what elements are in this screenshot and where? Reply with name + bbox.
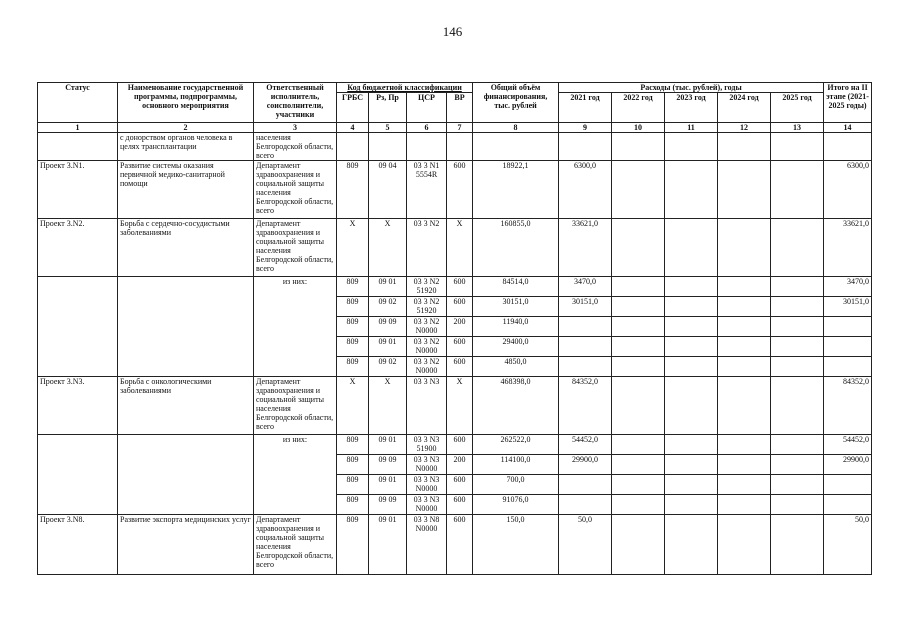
col-number: 3 bbox=[254, 123, 337, 133]
table-row bbox=[38, 357, 872, 377]
row-csr: 03 3 N2 N0000 bbox=[407, 317, 447, 337]
row-2021: 33621,0 bbox=[559, 219, 612, 277]
row-grbs: 809 bbox=[337, 475, 369, 495]
row-2021: 6300,0 bbox=[559, 161, 612, 219]
row-vr bbox=[447, 133, 473, 161]
row-name bbox=[118, 475, 254, 495]
row-2023 bbox=[665, 297, 718, 317]
row-vr: 200 bbox=[447, 455, 473, 475]
row-responsible bbox=[254, 455, 337, 475]
row-responsible bbox=[254, 337, 337, 357]
row-stage-total bbox=[824, 337, 872, 357]
header-status: Статус bbox=[38, 83, 118, 123]
row-responsible bbox=[254, 495, 337, 515]
table-row bbox=[38, 435, 872, 455]
row-2021 bbox=[559, 357, 612, 377]
row-2021 bbox=[559, 133, 612, 161]
row-total: 468398,0 bbox=[473, 377, 559, 435]
row-2021: 84352,0 bbox=[559, 377, 612, 435]
row-grbs bbox=[337, 133, 369, 161]
row-total: 84514,0 bbox=[473, 277, 559, 297]
header-grbs: ГРБС bbox=[337, 93, 369, 123]
row-stage-total: 54452,0 bbox=[824, 435, 872, 455]
row-rzpr: 09 02 bbox=[369, 357, 407, 377]
row-csr: 03 3 N2 bbox=[407, 219, 447, 277]
row-responsible: Департамент здравоохранения и социальной защиты населения Белгородской области, всего bbox=[254, 219, 337, 277]
row-name bbox=[118, 455, 254, 475]
row-2025 bbox=[771, 495, 824, 515]
col-number: 14 bbox=[824, 123, 872, 133]
row-2022 bbox=[612, 495, 665, 515]
row-vr: 200 bbox=[447, 317, 473, 337]
row-responsible: Департамент здравоохранения и социальной защиты населения Белгородской области, всего bbox=[254, 515, 337, 575]
row-vr: X bbox=[447, 219, 473, 277]
row-csr: 03 3 N3 N0000 bbox=[407, 495, 447, 515]
row-2023 bbox=[665, 377, 718, 435]
table-row bbox=[38, 133, 872, 161]
row-name bbox=[118, 357, 254, 377]
row-2023 bbox=[665, 475, 718, 495]
row-total: 114100,0 bbox=[473, 455, 559, 475]
row-2021 bbox=[559, 475, 612, 495]
row-stage-total: 84352,0 bbox=[824, 377, 872, 435]
row-vr: 600 bbox=[447, 435, 473, 455]
header-stage-total: Итого на II этапе (2021-2025 годы) bbox=[824, 83, 872, 123]
row-csr: 03 3 N2 N0000 bbox=[407, 357, 447, 377]
row-total: 262522,0 bbox=[473, 435, 559, 455]
col-number: 11 bbox=[665, 123, 718, 133]
row-grbs: 809 bbox=[337, 515, 369, 575]
row-2025 bbox=[771, 133, 824, 161]
col-number: 5 bbox=[369, 123, 407, 133]
row-status bbox=[38, 317, 118, 337]
row-2021: 29900,0 bbox=[559, 455, 612, 475]
row-status bbox=[38, 133, 118, 161]
row-2021 bbox=[559, 495, 612, 515]
row-2025 bbox=[771, 337, 824, 357]
row-2024 bbox=[718, 317, 771, 337]
row-grbs: 809 bbox=[337, 297, 369, 317]
row-2021: 3470,0 bbox=[559, 277, 612, 297]
row-2022 bbox=[612, 277, 665, 297]
row-total bbox=[473, 133, 559, 161]
row-2023 bbox=[665, 357, 718, 377]
row-stage-total bbox=[824, 317, 872, 337]
row-name bbox=[118, 317, 254, 337]
row-vr: 600 bbox=[447, 515, 473, 575]
row-responsible bbox=[254, 297, 337, 317]
row-rzpr: 09 09 bbox=[369, 495, 407, 515]
row-csr bbox=[407, 133, 447, 161]
row-stage-total bbox=[824, 357, 872, 377]
table-row bbox=[38, 219, 872, 277]
row-2023 bbox=[665, 161, 718, 219]
row-2021 bbox=[559, 317, 612, 337]
row-2023 bbox=[665, 277, 718, 297]
row-status bbox=[38, 297, 118, 317]
row-2025 bbox=[771, 297, 824, 317]
table-row bbox=[38, 455, 872, 475]
row-2022 bbox=[612, 455, 665, 475]
row-2022 bbox=[612, 435, 665, 455]
header-responsible: Ответственный исполнитель, соисполнители, участники bbox=[254, 83, 337, 123]
row-2023 bbox=[665, 337, 718, 357]
row-status: Проект 3.N2. bbox=[38, 219, 118, 277]
row-vr: 600 bbox=[447, 337, 473, 357]
row-status: Проект 3.N3. bbox=[38, 377, 118, 435]
row-responsible: Департамент здравоохранения и социальной защиты населения Белгородской области, всего bbox=[254, 161, 337, 219]
row-total: 4850,0 bbox=[473, 357, 559, 377]
row-name: с донорством органов человека в целях трансплантации bbox=[118, 133, 254, 161]
row-stage-total: 6300,0 bbox=[824, 161, 872, 219]
header-2025: 2025 год bbox=[771, 93, 824, 123]
row-2025 bbox=[771, 317, 824, 337]
row-2022 bbox=[612, 161, 665, 219]
table-row bbox=[38, 297, 872, 317]
row-status bbox=[38, 357, 118, 377]
row-grbs: 809 bbox=[337, 337, 369, 357]
row-total: 11940,0 bbox=[473, 317, 559, 337]
row-2022 bbox=[612, 297, 665, 317]
row-stage-total: 30151,0 bbox=[824, 297, 872, 317]
row-grbs: X bbox=[337, 219, 369, 277]
row-2025 bbox=[771, 277, 824, 297]
row-2021 bbox=[559, 337, 612, 357]
row-total: 18922,1 bbox=[473, 161, 559, 219]
row-total: 160855,0 bbox=[473, 219, 559, 277]
row-responsible: из них: bbox=[254, 277, 337, 297]
row-grbs: 809 bbox=[337, 277, 369, 297]
row-2022 bbox=[612, 337, 665, 357]
row-csr: 03 3 N8 N0000 bbox=[407, 515, 447, 575]
row-status bbox=[38, 435, 118, 455]
row-status bbox=[38, 495, 118, 515]
row-csr: 03 3 N2 N0000 bbox=[407, 337, 447, 357]
row-csr: 03 3 N2 51920 bbox=[407, 277, 447, 297]
row-vr: 600 bbox=[447, 277, 473, 297]
row-grbs: 809 bbox=[337, 357, 369, 377]
row-2022 bbox=[612, 219, 665, 277]
row-2022 bbox=[612, 317, 665, 337]
row-name bbox=[118, 435, 254, 455]
table-row bbox=[38, 277, 872, 297]
row-responsible: Департамент здравоохранения и социальной защиты населения Белгородской области, всего bbox=[254, 377, 337, 435]
row-total: 150,0 bbox=[473, 515, 559, 575]
row-2024 bbox=[718, 475, 771, 495]
row-name: Развитие экспорта медицинских услуг bbox=[118, 515, 254, 575]
row-2024 bbox=[718, 357, 771, 377]
row-total: 29400,0 bbox=[473, 337, 559, 357]
row-name bbox=[118, 297, 254, 317]
row-2021: 30151,0 bbox=[559, 297, 612, 317]
row-responsible bbox=[254, 357, 337, 377]
row-2025 bbox=[771, 455, 824, 475]
table-row bbox=[38, 337, 872, 357]
table-row bbox=[38, 377, 872, 435]
row-rzpr: 09 01 bbox=[369, 515, 407, 575]
row-rzpr: 09 01 bbox=[369, 277, 407, 297]
row-2023 bbox=[665, 133, 718, 161]
row-2025 bbox=[771, 161, 824, 219]
row-csr: 03 3 N3 N0000 bbox=[407, 475, 447, 495]
row-rzpr: 09 09 bbox=[369, 317, 407, 337]
row-rzpr bbox=[369, 133, 407, 161]
row-stage-total: 29900,0 bbox=[824, 455, 872, 475]
row-2024 bbox=[718, 219, 771, 277]
row-csr: 03 3 N1 5554R bbox=[407, 161, 447, 219]
row-grbs: 809 bbox=[337, 495, 369, 515]
col-number: 7 bbox=[447, 123, 473, 133]
row-2023 bbox=[665, 317, 718, 337]
table-row bbox=[38, 161, 872, 219]
header-2024: 2024 год bbox=[718, 93, 771, 123]
header-rzpr: Рз, Пр bbox=[369, 93, 407, 123]
col-number: 8 bbox=[473, 123, 559, 133]
row-rzpr: 09 02 bbox=[369, 297, 407, 317]
col-number: 12 bbox=[718, 123, 771, 133]
row-rzpr: 09 01 bbox=[369, 435, 407, 455]
row-vr: X bbox=[447, 377, 473, 435]
row-status: Проект 3.N1. bbox=[38, 161, 118, 219]
row-grbs: 809 bbox=[337, 455, 369, 475]
row-grbs: X bbox=[337, 377, 369, 435]
row-total: 91076,0 bbox=[473, 495, 559, 515]
header-2023: 2023 год bbox=[665, 93, 718, 123]
col-number: 1 bbox=[38, 123, 118, 133]
row-2024 bbox=[718, 161, 771, 219]
row-name bbox=[118, 277, 254, 297]
row-2022 bbox=[612, 133, 665, 161]
row-stage-total bbox=[824, 133, 872, 161]
row-name: Борьба с онкологическими заболеваниями bbox=[118, 377, 254, 435]
row-stage-total bbox=[824, 475, 872, 495]
row-vr: 600 bbox=[447, 357, 473, 377]
row-2022 bbox=[612, 515, 665, 575]
row-rzpr: 09 04 bbox=[369, 161, 407, 219]
col-number: 10 bbox=[612, 123, 665, 133]
row-grbs: 809 bbox=[337, 435, 369, 455]
header-vr: ВР bbox=[447, 93, 473, 123]
row-2024 bbox=[718, 515, 771, 575]
table-body bbox=[38, 133, 872, 575]
row-rzpr: X bbox=[369, 219, 407, 277]
row-stage-total: 33621,0 bbox=[824, 219, 872, 277]
row-total: 30151,0 bbox=[473, 297, 559, 317]
row-vr: 600 bbox=[447, 495, 473, 515]
row-2024 bbox=[718, 133, 771, 161]
row-2024 bbox=[718, 277, 771, 297]
row-2023 bbox=[665, 515, 718, 575]
row-2023 bbox=[665, 455, 718, 475]
row-2022 bbox=[612, 357, 665, 377]
table-row bbox=[38, 475, 872, 495]
row-status bbox=[38, 475, 118, 495]
row-responsible: населения Белгородской области, всего bbox=[254, 133, 337, 161]
row-name bbox=[118, 495, 254, 515]
header-total-funding: Общий объём финансирования, тыс. рублей bbox=[473, 83, 559, 123]
col-number: 4 bbox=[337, 123, 369, 133]
row-2023 bbox=[665, 495, 718, 515]
row-csr: 03 3 N2 51920 bbox=[407, 297, 447, 317]
row-2024 bbox=[718, 337, 771, 357]
header-csr: ЦСР bbox=[407, 93, 447, 123]
row-grbs: 809 bbox=[337, 161, 369, 219]
row-2024 bbox=[718, 435, 771, 455]
table-row bbox=[38, 495, 872, 515]
col-number: 13 bbox=[771, 123, 824, 133]
row-2021: 50,0 bbox=[559, 515, 612, 575]
row-2023 bbox=[665, 435, 718, 455]
row-csr: 03 3 N3 bbox=[407, 377, 447, 435]
row-2025 bbox=[771, 219, 824, 277]
row-2025 bbox=[771, 357, 824, 377]
row-2023 bbox=[665, 219, 718, 277]
col-number: 9 bbox=[559, 123, 612, 133]
row-2024 bbox=[718, 377, 771, 435]
header-expenses: Расходы (тыс. рублей), годы bbox=[559, 83, 824, 93]
row-status bbox=[38, 455, 118, 475]
header-2022: 2022 год bbox=[612, 93, 665, 123]
row-status bbox=[38, 337, 118, 357]
row-responsible bbox=[254, 317, 337, 337]
page-number: 146 bbox=[442, 24, 463, 39]
row-total: 700,0 bbox=[473, 475, 559, 495]
row-responsible: из них: bbox=[254, 435, 337, 455]
header-budget-code: Код бюджетной классификации bbox=[337, 83, 473, 93]
row-2024 bbox=[718, 495, 771, 515]
row-rzpr: 09 01 bbox=[369, 475, 407, 495]
row-2021: 54452,0 bbox=[559, 435, 612, 455]
row-2025 bbox=[771, 515, 824, 575]
row-2022 bbox=[612, 475, 665, 495]
row-2025 bbox=[771, 475, 824, 495]
row-csr: 03 3 N3 51900 bbox=[407, 435, 447, 455]
col-number: 2 bbox=[118, 123, 254, 133]
row-csr: 03 3 N3 N0000 bbox=[407, 455, 447, 475]
row-stage-total: 50,0 bbox=[824, 515, 872, 575]
row-2022 bbox=[612, 377, 665, 435]
row-vr: 600 bbox=[447, 297, 473, 317]
table-row bbox=[38, 317, 872, 337]
row-stage-total: 3470,0 bbox=[824, 277, 872, 297]
row-rzpr: 09 09 bbox=[369, 455, 407, 475]
row-name: Борьба с сердечно-сосудистыми заболеваниями bbox=[118, 219, 254, 277]
row-2025 bbox=[771, 435, 824, 455]
header-2021: 2021 год bbox=[559, 93, 612, 123]
row-name: Развитие системы оказания первичной медико-санитарной помощи bbox=[118, 161, 254, 219]
col-number: 6 bbox=[407, 123, 447, 133]
row-responsible bbox=[254, 475, 337, 495]
table-row bbox=[38, 515, 872, 575]
row-vr: 600 bbox=[447, 161, 473, 219]
row-2024 bbox=[718, 297, 771, 317]
row-name bbox=[118, 337, 254, 357]
row-status: Проект 3.N8. bbox=[38, 515, 118, 575]
header-name: Наименование государственной программы, подпрограммы, основного мероприятия bbox=[118, 83, 254, 123]
budget-table bbox=[37, 82, 872, 575]
row-2024 bbox=[718, 455, 771, 475]
row-stage-total bbox=[824, 495, 872, 515]
row-grbs: 809 bbox=[337, 317, 369, 337]
row-2025 bbox=[771, 377, 824, 435]
row-vr: 600 bbox=[447, 475, 473, 495]
row-status bbox=[38, 277, 118, 297]
row-rzpr: X bbox=[369, 377, 407, 435]
row-rzpr: 09 01 bbox=[369, 337, 407, 357]
